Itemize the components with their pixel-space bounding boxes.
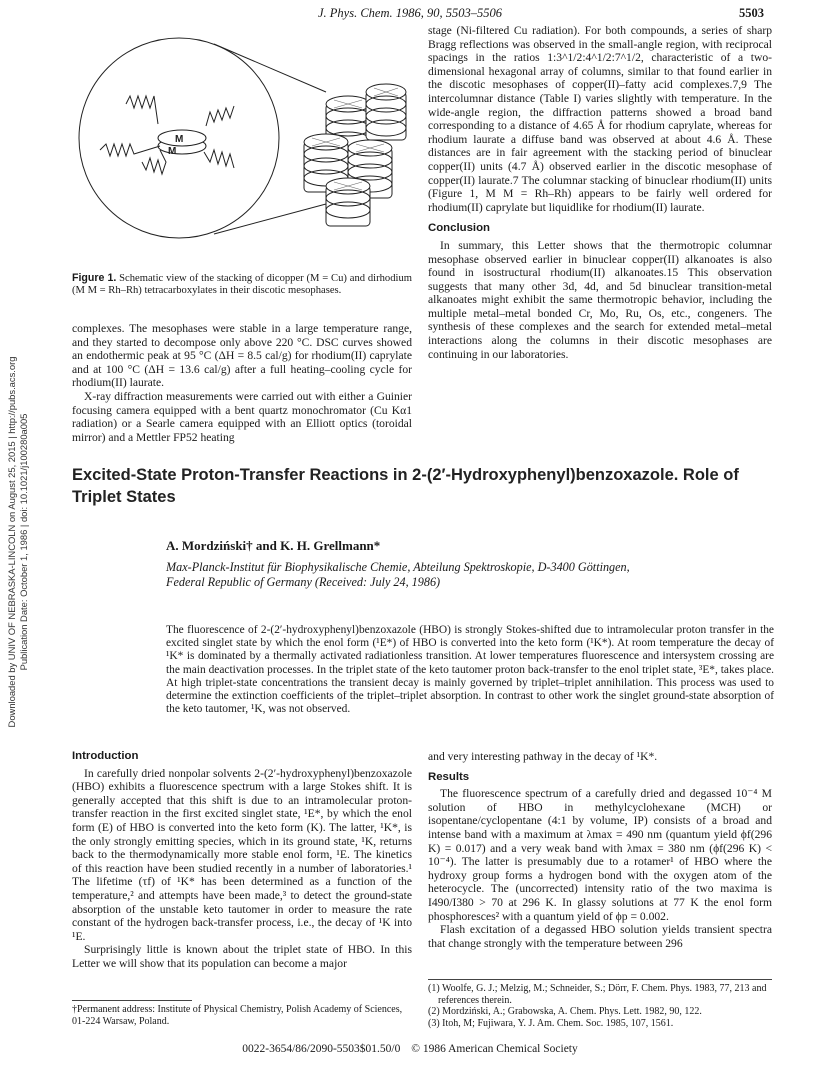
paragraph: Flash excitation of a degassed HBO solution yields transient spectra that change strongly with the temperature between 296 [428,923,772,950]
figure-1-caption [72,272,412,298]
article-authors: A. Mordziński† and K. H. Grellmann* [166,538,381,553]
reference-item: (3) Itoh, M; Fujiwara, Y. J. Am. Chem. Soc. 1985, 107, 1561. [428,1017,674,1029]
paragraph: X-ray diffraction measurements were carried out with either a Guinier focusing camera equipped with a bent quartz monochromator (Cu Kα1 radiation) or a Searle camera equipped with an Elliott optics (toroidal mirror) and a Mettler FP52 heating [72,389,412,444]
article-right-column [428,750,772,950]
figure-1-caption-text: Schematic view of the stacking of dicopper (M = Cu) and dirhodium (M M = Rh–Rh) tetracarboxylates in their discotic mesophases. [72,273,412,297]
paragraph: stage (Ni-filtered Cu radiation). For both compounds, a series of sharp Bragg reflections was observed in the small-angle region, with reciprocal spacings in the ratios 1:3^1/2:4^1/2:7^1/2, characteristic of a two-dimensional hexagonal array of columns, similar to that found earlier in the discotic mesophases of copper(II)–fatty acid complexes.7,9 The intercolumnar distance (Table I) varies slightly with temperature. In the wide-angle region, the diffraction patterns showed a broad band corresponding to a distance of 4.65 Å for rhodium caprylate, whereas for rhodium laurate a diffuse band was observed at about 4.6 Å. These distances are in fair agreement with the stacking period of binuclear copper(II) units (4.7 Å) observed earlier in the discotic mesophase of copper(II) laurate.7 The columnar stacking of binuclear rhodium(II) units (Figure 1, M M = Rh–Rh) appears to be fairly well ordered for rhodium(II) caprylate but liquidlike for rhodium(II) laurate. [428,24,772,214]
copyright-notice: © 1986 American Chemical Society [411,1043,578,1055]
affiliation-line1: Max-Planck-Institut für Biophysikalische Chemie, Abteilung Spektroskopie, D-3400 Göttingen, [166,560,630,574]
prev-article-right-column [428,24,772,361]
article-title [72,464,772,508]
paragraph: In summary, this Letter shows that the thermotropic columnar mesophase observed earlier in binuclear copper(II) alkanoates is also found in isostructural rhodium(II) alkanoates.15 This observation suggests that many other 3d, 4d, and 5d binuclear transition-metal alkanoates might exhibit the same thermotropic behavior, including the multiple metal–metal bonded Cr, Mo, Ru, Os, etc., congeners. The synthesis of these complexes and the search for extended metal–metal interactions along the columns in their discotic mesophases are continuing in our laboratories. [428,238,772,361]
download-notice [6,262,30,822]
download-notice-line2: Publication Date: October 1, 1986 | doi: 10.1021/j100280a005 [18,413,29,671]
paragraph: Surprisingly little is known about the triplet state of HBO. In this Letter we will show that its population can become a major [72,943,412,970]
paragraph: complexes. The mesophases were stable in a large temperature range, and they started to decompose only above 220 °C. DSC curves showed an endothermic peak at 95 °C (ΔH = 8.5 cal/g) for rhodium(II) caprylate and at 100 °C (ΔH = 13.6 cal/g) after a full heating–cooling cycle for rhodium(II) laurate. [72,322,412,390]
reference-item: (1) Woolfe, G. J.; Melzig, M.; Schneider, S.; Dörr, F. Chem. Phys. 1983, 77, 213 and references therein. [428,983,767,1006]
paragraph: The fluorescence spectrum of a carefully dried and degassed 10⁻⁴ M solution of HBO in methylcyclohexane (MCH) or isopentane/cyclopentane (4:1 by volume, IP) consists of a broad and intense band with a maximum at λmax = 490 nm (quantum yield ϕf(296 K) = 0.017) and a very weak band with λmax = 380 nm (ϕf(296 K) < 10⁻⁴). The latter is presumably due to a rotamer¹ of HBO where the hydroxy group forms a hydrogen bond with the oxygen atom of the heterocycle. The (uncorrected) intensity ratio of the two maxima is I490/I380 > 70 at 296 K. In glassy solutions at 77 K the enol form phosphoresces² with a quantum yield of ϕp = 0.002. [428,787,772,923]
article-title-line2: Triplet States [72,488,176,506]
article-left-column [72,750,412,971]
article-title-line1: Excited-State Proton-Transfer Reactions in 2-(2′-Hydroxyphenyl)benzoxazole. Role of [72,466,739,484]
conclusion-heading: Conclusion [428,222,491,235]
results-heading: Results [428,770,470,783]
download-notice-line1: Downloaded by UNIV OF NEBRASKA-LINCOLN on August 25, 2015 | http://pubs.acs.org [6,356,17,728]
affiliation-line2: Federal Republic of Germany (Received: July 24, 1986) [166,574,441,589]
page-number: 5503 [739,6,764,20]
article-code: 0022-3654/86/2090-5503$01.50/0 [242,1043,401,1055]
footnote-rule [72,1000,192,1001]
paragraph: and very interesting pathway in the decay of ¹K*. [428,750,658,763]
references-list [428,983,772,1029]
article-abstract: The fluorescence of 2-(2′-hydroxyphenyl)benzoxazole (HBO) is strongly Stokes-shifted due to intramolecular proton transfer in the excited singlet state by which the enol form (¹E*) of HBO is converted into the keto form (¹K*). At room temperature the decay of ¹K* is dominated by a thermally activated radiationless transition. At lower temperatures fluorescence and intersystem crossing are the main deactivation processes. In the triplet state of the keto tautomer proton back-transfer to the enol triplet state, ³E*, takes place. At high triplet-state concentrations the transient decay is mainly governed by triplet–triplet annihilation. This process was used to determine the extinction coefficients of the triplet–triplet absorption. In contrast to other work the singlet ground-state absorption of the keto tautomer, ¹K, was not observed. [166,624,774,716]
page-footer [0,1043,820,1055]
introduction-heading: Introduction [72,750,139,762]
author-footnote: †Permanent address: Institute of Physical Chemistry, Polish Academy of Sciences, 01-224 Warsaw, Poland. [72,1004,403,1027]
reference-item: (2) Mordziński, A.; Grabowska, A. Chem. Phys. Lett. 1982, 90, 122. [428,1006,702,1018]
prev-article-left-column [72,322,412,444]
references-rule [428,979,772,980]
article-affiliation [166,560,766,589]
svg-text:M: M [168,146,177,157]
journal-citation: 1986, 90, 5503–5506 [395,6,502,20]
paragraph: In carefully dried nonpolar solvents 2-(2′-hydroxyphenyl)benzoxazole (HBO) exhibits a fluorescence spectrum with a large Stokes shift. It is generally accepted that this shift is due to an intramolecular proton-transfer reaction in the first excited singlet state, ¹E*, by which the enol form (E) of HBO is converted into the keto form (K). The latter, ¹K*, is the only strongly emitting species, which in its ground state, ¹K, returns back to the thermodynamically more stable enol form, ¹E. The kinetics of this reaction have been studied recently in a number of laboratories.¹ The lifetime (τf) of ¹K* has been determined as a function of the temperature,² and attempts have been made,³ to detect the ground-state absorption of the unstable keto tautomer in order to measure the rate constant of the hydrogen back-transfer process, i.e., the decay of ¹K into ¹E. [72,766,412,943]
svg-text:M: M [175,134,184,145]
journal-name: J. Phys. Chem. [317,6,393,20]
figure-1-illustration [64,34,409,246]
running-head [0,6,820,21]
figure-1-label: Figure 1. [72,272,117,284]
